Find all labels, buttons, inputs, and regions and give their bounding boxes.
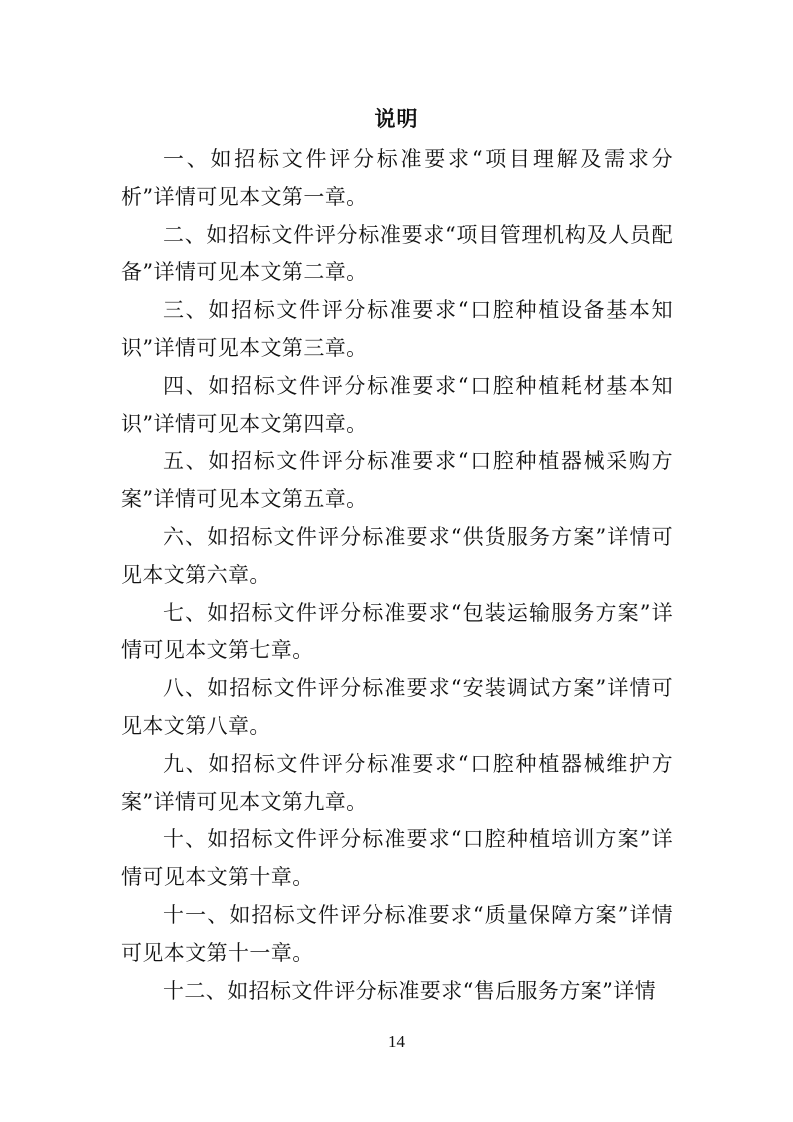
paragraph-12: 十二、如招标文件评分标准要求“售后服务方案”详情 <box>163 978 657 1003</box>
paragraph-6: 六、如招标文件评分标准要求“供货服务方案”详情可见本文第六章。 <box>121 524 673 587</box>
document-body <box>121 141 673 1010</box>
paragraph-8: 八、如招标文件评分标准要求“安装调试方案”详情可见本文第八章。 <box>121 676 673 738</box>
paragraph-7: 七、如招标文件评分标准要求“包装运输服务方案”详情可见本文第七章。 <box>121 600 673 663</box>
page-number: 14 <box>388 1032 405 1051</box>
paragraph-9: 九、如招标文件评分标准要求“口腔种植器械维护方案”详情可见本文第九章。 <box>121 751 673 814</box>
page-title: 说明 <box>374 106 419 131</box>
paragraph-3: 三、如招标文件评分标准要求“口腔种植设备基本知识”详情可见本文第三章。 <box>121 298 673 360</box>
paragraph-4: 四、如招标文件评分标准要求“口腔种植耗材基本知识”详情可见本文第四章。 <box>121 373 673 436</box>
paragraph-10: 十、如招标文件评分标准要求“口腔种植培训方案”详情可见本文第十章。 <box>121 827 673 890</box>
paragraph-5: 五、如招标文件评分标准要求“口腔种植器械采购方案”详情可见本文第五章。 <box>121 449 673 512</box>
paragraph-2: 二、如招标文件评分标准要求“项目管理机构及人员配备”详情可见本文第二章。 <box>121 222 673 285</box>
paragraph-11: 十一、如招标文件评分标准要求“质量保障方案”详情可见本文第十一章。 <box>121 902 673 965</box>
paragraph-1: 一、如招标文件评分标准要求“项目理解及需求分析”详情可见本文第一章。 <box>121 147 673 209</box>
